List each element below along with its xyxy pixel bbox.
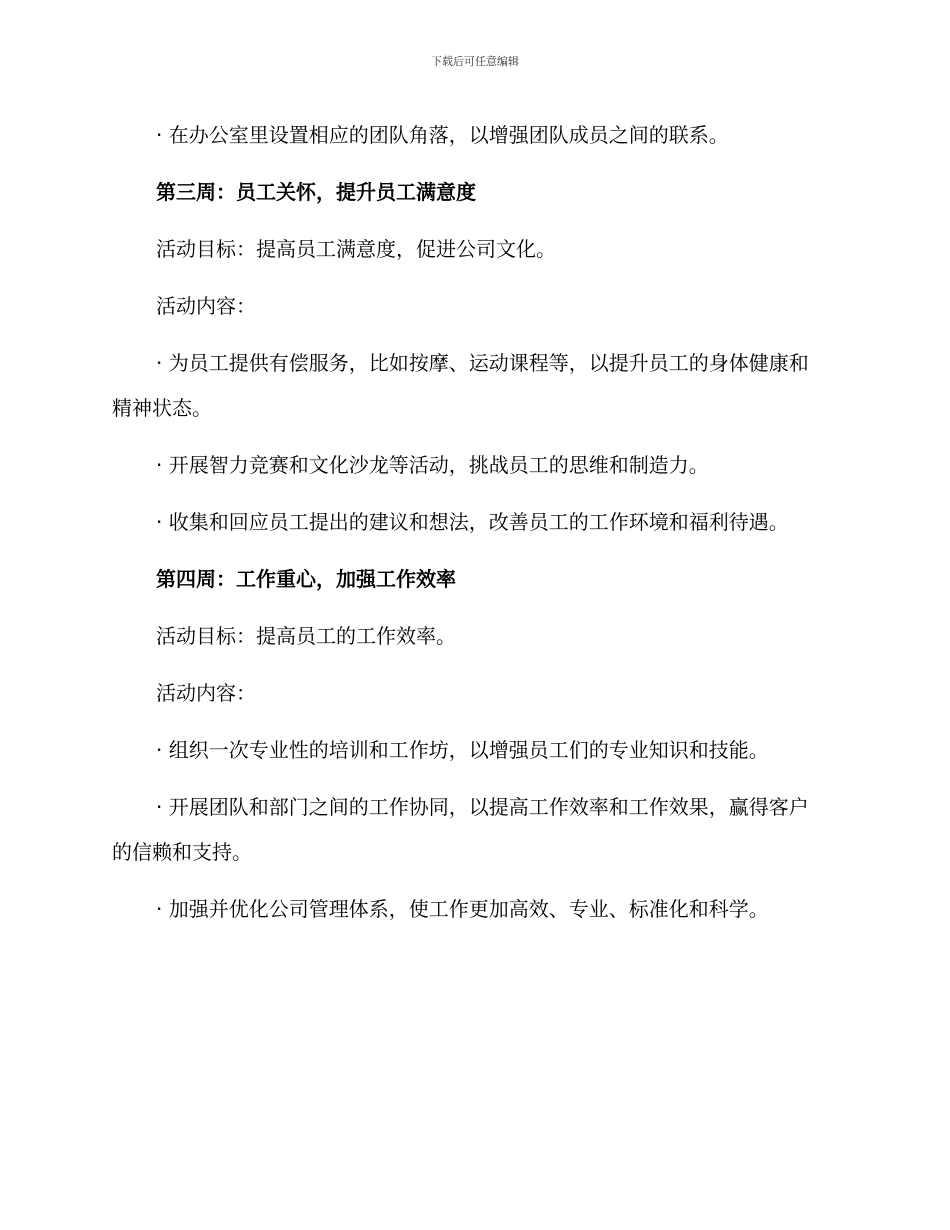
bullet-quiz-salon: · 开展智力竞赛和文化沙龙等活动，挑战员工的思维和制造力。 [156, 453, 709, 477]
bullet-training: · 组织一次专业性的培训和工作坊，以增强员工们的专业知识和技能。 [156, 738, 769, 762]
week-four-goal: 活动目标：提高员工的工作效率。 [156, 624, 456, 648]
bullet-management: · 加强并优化公司管理体系，使工作更加高效、专业、标准化和科学。 [156, 897, 769, 921]
heading-week-three: 第三周：员工关怀，提升员工满意度 [156, 180, 476, 204]
heading-week-four: 第四周：工作重心，加强工作效率 [156, 567, 456, 591]
bullet-collaboration: · 开展团队和部门之间的工作协同，以提高工作效率和工作效果，赢得客户的信赖和支持。 [112, 795, 809, 864]
bullet-team-corner: · 在办公室里设置相应的团队角落，以增强团队成员之间的联系。 [156, 123, 729, 147]
week-four-content-label: 活动内容： [156, 681, 256, 705]
week-three-content-label: 活动内容： [156, 294, 256, 318]
week-three-goal: 活动目标：提高员工满意度，促进公司文化。 [156, 237, 556, 261]
bullet-feedback: · 收集和回应员工提出的建议和想法，改善员工的工作环境和福利待遇。 [156, 510, 789, 534]
page-header: 下载后可任意编辑 [431, 55, 519, 68]
document-body [112, 113, 828, 944]
bullet-paid-services: · 为员工提供有偿服务，比如按摩、运动课程等，以提升员工的身体健康和精神状态。 [112, 351, 809, 420]
